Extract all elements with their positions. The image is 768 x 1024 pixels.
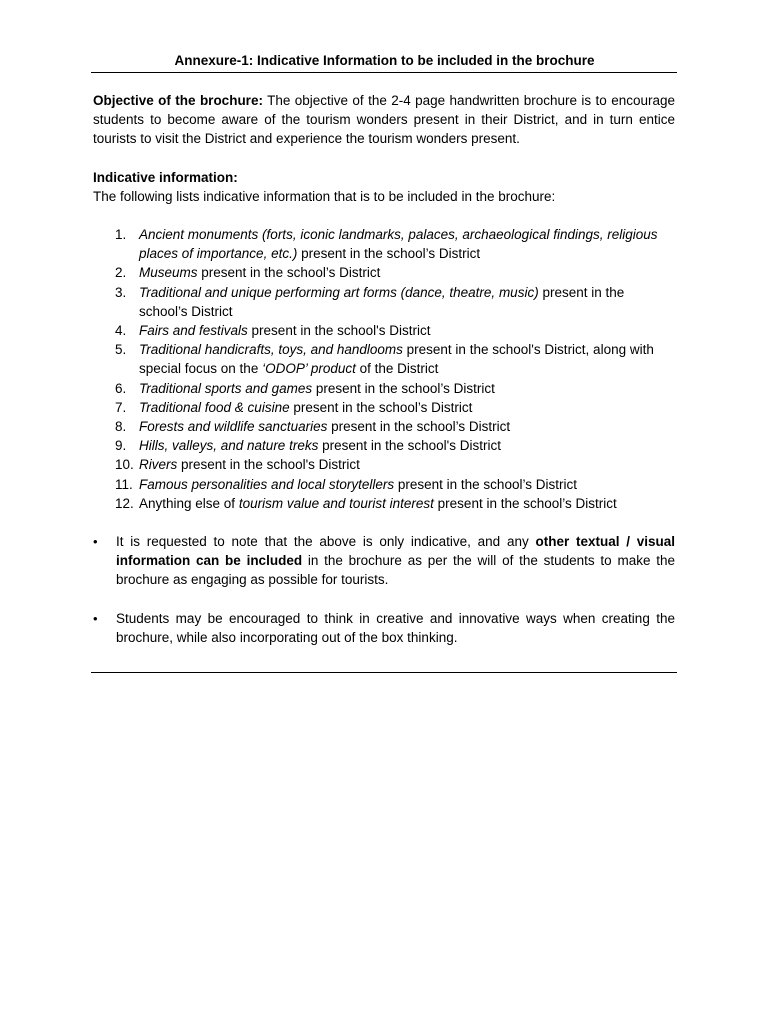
- title-rule: [91, 72, 677, 73]
- objective-paragraph: [93, 91, 675, 149]
- objective-label: Objective of the brochure:: [93, 93, 263, 108]
- list-item: 6. Traditional sports and games present in the school’s District: [93, 379, 675, 398]
- item-number: 5.: [115, 342, 127, 358]
- item-number: 10.: [115, 457, 134, 473]
- item-number: 2.: [115, 265, 127, 281]
- indicative-list: [93, 225, 675, 513]
- document-body: [93, 91, 675, 647]
- list-item: 8. Forests and wildlife sanctuaries present in the school’s District: [93, 417, 675, 436]
- list-item: 10. Rivers present in the school's District: [93, 455, 675, 474]
- list-item: 3. Traditional and unique performing art forms (dance, theatre, music) present in the school’s District: [115, 284, 625, 319]
- item-number: 12.: [115, 495, 134, 511]
- list-item: 5. Traditional handicrafts, toys, and handlooms present in the school's District, along with special focus on the ‘ODOP’ product of the District: [115, 342, 654, 377]
- item-number: 8.: [115, 419, 127, 435]
- indicative-heading: Indicative information:: [93, 169, 238, 185]
- list-item: 11. Famous personalities and local storytellers present in the school’s District: [93, 475, 675, 494]
- list-item: 12. Anything else of tourism value and tourist interest present in the school’s District: [93, 494, 675, 513]
- item-number: 1.: [115, 227, 127, 243]
- list-item: 1. Ancient monuments (forts, iconic landmarks, palaces, archaeological findings, religious places of importance, etc.) present in the school’s District: [115, 227, 658, 262]
- item-number: 9.: [115, 438, 127, 454]
- list-item: 4. Fairs and festivals present in the school's District: [93, 321, 675, 340]
- note-item: • It is requested to note that the above is only indicative, and any other textual / visual information can be included in the brochure as per the will of the students to make the brochure as engaging as possible for tourists.: [93, 534, 676, 588]
- intro-text: The following lists indicative information that is to be included in the brochure:: [93, 188, 556, 204]
- note-item: • Students may be encouraged to think in creative and innovative ways when creating the brochure, while also incorporating out of the box thinking.: [93, 610, 675, 645]
- item-number: 7.: [115, 399, 127, 415]
- bullet-icon: •: [93, 534, 98, 550]
- item-number: 11.: [115, 476, 133, 492]
- bullet-icon: •: [93, 610, 98, 626]
- list-item: 9. Hills, valleys, and nature treks present in the school's District: [93, 436, 675, 455]
- item-number: 4.: [115, 323, 127, 339]
- bottom-rule: [91, 672, 677, 673]
- list-item: 7. Traditional food & cuisine present in the school’s District: [93, 398, 675, 417]
- list-item: 2. Museums present in the school’s District: [93, 263, 675, 282]
- item-number: 3.: [115, 284, 127, 300]
- item-number: 6.: [115, 380, 127, 396]
- page-title: Annexure-1: Indicative Information to be included in the brochure: [174, 53, 595, 68]
- objective-text: The objective of the 2-4 page handwritten brochure is to encourage students to become aware of the tourism wonders present in their District, and in turn entice tourists to visit the District and experience the tourism wonders present.: [93, 93, 676, 147]
- notes-list: [93, 532, 675, 647]
